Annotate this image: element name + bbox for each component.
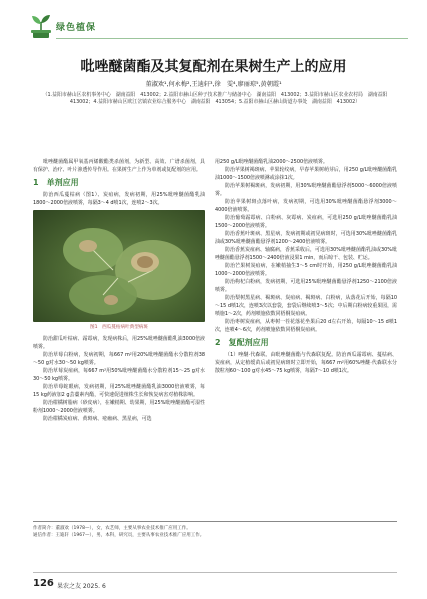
footnote [33,525,397,539]
corresponding-author-note: 通信作者：王迪轩（1967—），男，本科，研究员，主要从事农业技术推广应用工作。 [33,533,205,538]
footnote-rule [33,521,397,522]
paragraph: 防治香蕉炭疽病、轴腐病，香蕉采收后，可选用30%吡唑醚菌酯乳油或30%吡唑醚菌酯悬浮剂1500～2400倍液浸果1 min，而后晾干、包装、贮运。 [215,247,397,261]
paragraph: 用250 g/L吡唑醚菌酯乳油2000～2500倍液喷雾。 [215,159,328,165]
article-affiliation: （1.益阳市赫山区农机事务中心 湖南益阳 413002；2.益阳市赫山区种子技术推广与储备中心 湖南益阳 413002；3.益阳市赫山区农业农村局 湖南益阳 413002；4.益阳市赫山区欧江岔镇农业综合服务中心 湖南益阳 413054；5.益阳市赫山区赫山街道办事处 湖南益阳 413002） [42,92,393,106]
article-authors: 董淑欢¹,何永梅²,王迪轩³,徐 雯⁴,廖丽琼⁵,黄朝霞¹ [145,81,282,88]
section-label: 绿色植保 [56,23,97,33]
paragraph: 防治芒果树炭疽病，在嫩梢抽生3～5 cm时开始，用250 g/L吡唑醚菌酯乳油1000～2000倍液喷雾。 [215,263,397,277]
figure-1-image [33,210,205,322]
paragraph: 防治苹果树褐斑病、苹果轮纹病，早春苹果树萌芽后，用250 g/L吡唑醚菌酯乳油1000～1500倍液喷淋或涂抹1次。 [215,167,397,181]
section-heading-2: 2 复配剂应用 [215,338,269,347]
paragraph: 防治梨树黑星病、褐斑病、炭疽病、褐斑病、白粉病，从落花后开始，每隔10～15 d喷1次，连喷3次以套袋，套袋后继续喷3～5次；中后期白粉病较重果园，需喷施1～2次，药剂喷施依数同梧桐炭疽病。 [215,295,397,317]
bottom-rule [33,572,397,573]
paragraph: 防治香蕉叶斑病、黑星病，发病初期或初见病斑时，可选用30%吡唑醚菌酯乳油或30%吡唑醚菌酯悬浮剂1200～2400倍液喷雾。 [215,231,397,245]
page-number: 126 [33,578,54,589]
left-column [33,158,205,423]
paragraph: 防治草莓白粉病，发病初期，每667 m²用20%吡唑醚菌酯水分散粒剂38～50 g对水30～50 kg喷雾。 [33,352,205,366]
journal-name: 果农之友 2025. 6 [57,583,106,590]
paragraph: 防治葡萄霜霉病、白粉病、灰霉病、炭疽病，可选用250 g/L吡唑醚菌酯乳油1500～2000倍液喷雾。 [215,215,397,229]
paragraph: 防治草莓蛇眼病，发病初期，用25%吡唑醚菌酯乳油3000倍液喷雾，每15 kg药液加2 g芸薹素内酯，可快速促进植株生长和恢复病害对植株影响。 [33,384,205,398]
paragraph: 防治西瓜蔓枯病（图1）、炭疽病，发病初期，用25%吡唑醚菌酯乳油1800～2000倍液喷雾，每隔3～4 d喷1次，连喷2～3次。 [33,192,205,206]
intro-paragraph: 吡唑醚菌酯属甲氧基丙烯酸酯类杀菌剂，为新型、高效、广谱杀菌剂，具有保护、治疗、叶片渗透传导作用。在果树生产上作为单剂或复配剂的应用。 [33,159,205,173]
paragraph: 防治枸杞白粉病，发病初期，可选用25%吡唑醚菌酯悬浮剂1250～2100倍液喷雾。 [215,279,397,293]
article-title: 吡唑醚菌酯及其复配剂在果树生产上的应用 [80,59,347,75]
sprout-icon [28,13,54,39]
section-heading-1: 1 单剂应用 [33,178,79,187]
paragraph: 防治柑橘树脂病（砂皮病），在嫩梢期、幼果期，用25%吡唑醚菌酯可湿性粉剂1000～2000倍液喷雾。 [33,400,205,414]
paragraph: 防治枣树炭疽病，从枣树一茬花落花坐果后20 d左右开始，每隔10～15 d喷1次，连喷4～6次，药剂喷施依数同梧桐炭疽病。 [215,319,397,333]
header-rule [56,38,408,39]
paragraph: 防治草莓炭疽病，每667 m²用50%吡唑醚菌酯水分散粒剂15～25 g对水30～50 kg喷雾。 [33,368,205,382]
leaf-photo [33,210,205,322]
paragraph: （1）唑醚·代森联。由吡唑醚菌酯与代森联复配。防治西瓜霜霉病、蔓枯病、炭疽病，从定植缓苗后或初见病斑时立即开始，每667 m²用60%唑醚·代森联水分散粒剂60～100 g对水45～75 kg喷雾，每隔7～10 d喷1次。 [215,352,397,374]
section-header [22,12,412,42]
paragraph: 防治苹果树褐斑病，发病初期，用30%吡唑醚菌酯悬浮剂5000～6000倍液喷雾。 [215,183,397,197]
paragraph: 防治甜瓜叶枯病、霜霉病，发现病株后，用25%吡唑醚菌酯乳油3000倍液喷雾。 [33,336,205,350]
right-column [215,158,397,375]
paragraph: 防治苹果树斑点落叶病，发病初期，可选用30%吡唑醚菌酯悬浮剂3000～4000倍液喷雾。 [215,199,397,213]
paragraph: 防治柑橘炭疽病、黄斑病、疮痂病、黑星病，可选 [43,416,152,422]
author-note: 作者简介：董淑欢（1978—），女，农艺师，主要从事农业技术推广应用工作。 [33,526,191,531]
figure-1-caption: 图1 西瓜蔓枯病叶典型病斑 [89,325,149,330]
